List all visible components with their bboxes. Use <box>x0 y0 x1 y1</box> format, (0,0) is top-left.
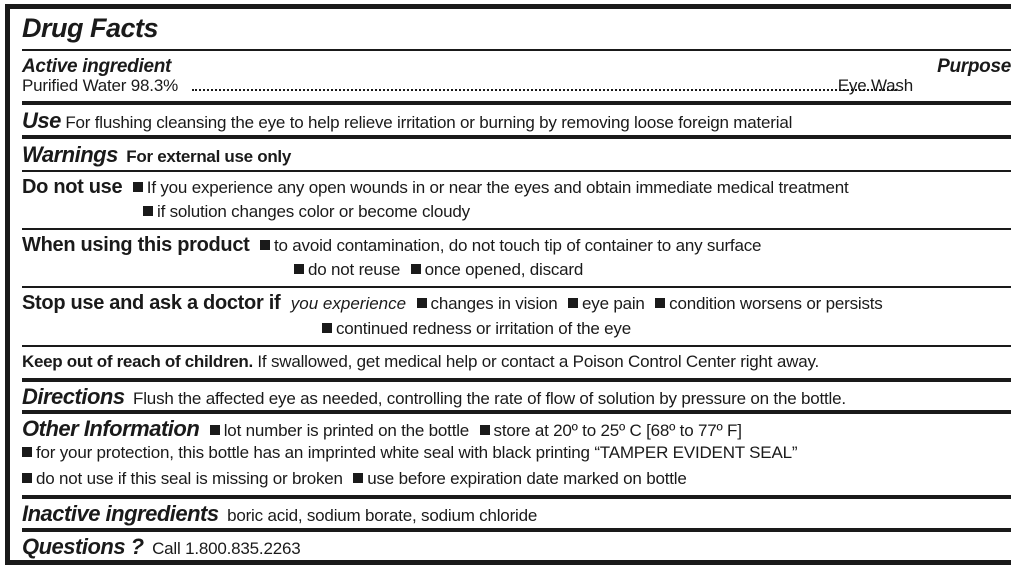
bullet-icon <box>22 447 32 457</box>
bullet-icon <box>411 264 421 274</box>
divider <box>22 170 1011 172</box>
directions-section <box>22 384 846 410</box>
bullet-icon <box>210 425 220 435</box>
keep-out-of-reach <box>22 352 819 372</box>
bullet-icon <box>322 323 332 333</box>
questions-section <box>22 534 300 560</box>
questions-heading: Questions ? <box>22 534 144 559</box>
when-using-heading: When using this product <box>22 234 250 256</box>
bullet-icon <box>143 206 153 216</box>
divider <box>22 49 1011 51</box>
bullet-icon <box>294 264 304 274</box>
drug-facts-panel <box>5 4 1011 565</box>
questions-phone: Call 1.800.835.2263 <box>152 539 301 558</box>
do-not-use-heading: Do not use <box>22 176 123 198</box>
divider <box>22 228 1011 230</box>
ingredient-purpose: Eye Wash <box>837 76 913 95</box>
directions-text: Flush the affected eye as needed, controlling the rate of flow of solution by pressure on the bottle. <box>133 389 846 408</box>
inactive-ingredients-section <box>22 501 537 527</box>
other-info-line-2: for your protection, this bottle has an imprinted white seal with black printing “TAMPER EVIDENT SEAL” <box>16 443 797 463</box>
bullet-icon <box>22 473 32 483</box>
active-ingredient-row <box>22 76 1011 98</box>
other-info-heading: Other Information <box>22 416 200 441</box>
divider <box>22 345 1011 347</box>
other-info-line-3: do not use if this seal is missing or broken use before expiration date marked on bottle <box>16 469 687 489</box>
bullet-icon <box>417 298 427 308</box>
directions-heading: Directions <box>22 384 125 409</box>
when-using-line-2: do not reuse once opened, discard <box>288 260 583 280</box>
inactive-heading: Inactive ingredients <box>22 501 219 526</box>
other-info-line-1: Other Information lot number is printed on the bottle store at 20º to 25º C [68º to 77º F] <box>22 416 742 441</box>
divider <box>22 410 1011 414</box>
divider <box>22 286 1011 288</box>
active-ingredient-heading: Active ingredient <box>22 56 172 77</box>
stop-use-intro: you experience <box>290 294 407 313</box>
divider <box>22 378 1011 382</box>
inactive-text: boric acid, sodium borate, sodium chloride <box>227 506 538 525</box>
stop-use-line-1: Stop use and ask a doctor if you experience changes in vision eye pain condition worsens or persists <box>22 292 883 314</box>
divider <box>22 495 1011 499</box>
when-using-line-1: When using this product to avoid contamination, do not touch tip of container to any surface <box>22 234 762 256</box>
stop-use-heading: Stop use and ask a doctor if <box>22 292 281 314</box>
drug-facts-title: Drug Facts <box>22 13 159 43</box>
warnings-section <box>22 142 291 168</box>
stop-use-line-2: continued redness or irritation of the eye <box>316 319 631 339</box>
keep-out-text: If swallowed, get medical help or contact a Poison Control Center right away. <box>257 352 820 371</box>
do-not-use-line-2: if solution changes color or become cloudy <box>137 202 470 222</box>
bullet-icon <box>568 298 578 308</box>
do-not-use-line-1: Do not use If you experience any open wounds in or near the eyes and obtain immediate medical treatment <box>22 176 849 198</box>
use-heading: Use <box>22 108 61 133</box>
divider <box>22 101 1011 105</box>
divider <box>22 135 1011 139</box>
bullet-icon <box>353 473 363 483</box>
bullet-icon <box>260 240 270 250</box>
use-text: For flushing cleansing the eye to help relieve irritation or burning by removing loose foreign material <box>65 113 793 132</box>
dot-leader <box>192 89 897 91</box>
divider <box>22 528 1011 532</box>
keep-out-heading: Keep out of reach of children. <box>22 352 253 371</box>
warnings-subtext: For external use only <box>126 147 291 166</box>
purpose-heading: Purpose <box>937 56 1011 77</box>
use-section <box>22 108 792 134</box>
bullet-icon <box>480 425 490 435</box>
bullet-icon <box>133 182 143 192</box>
bullet-icon <box>655 298 665 308</box>
warnings-heading: Warnings <box>22 142 118 167</box>
ingredient-name: Purified Water 98.3% <box>22 76 178 95</box>
